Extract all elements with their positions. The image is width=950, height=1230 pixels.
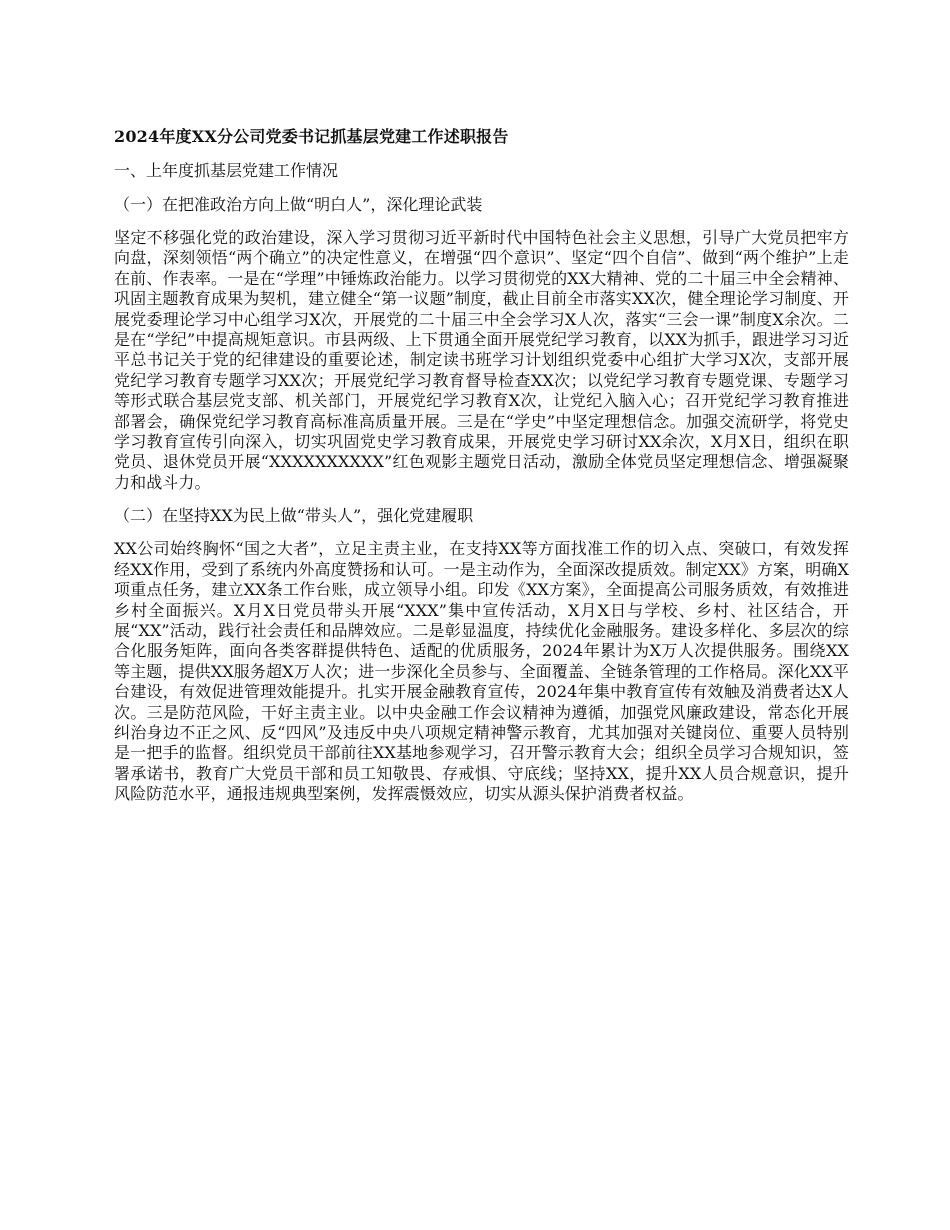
subsection-heading-2: （二）在坚持XX为民上做“带头人”，强化党建履职 [114, 506, 474, 526]
paragraph-1: 坚定不移强化党的政治建设，深入学习贯彻习近平新时代中国特色社会主义思想，引导广大党员把牢方向盘，深刻领悟“两个确立”的决定性意义，在增强“四个意识”、坚定“四个自信”、做到“两个维护”上走在前、作表率。一是在“学理”中锤炼政治能力。以学习贯彻党的XX大精神、党的二十届三中全会精神、巩固主题教育成果为契机，建立健全“第一议题”制度，截止目前全市落实XX次，健全理论学习制度、开展党委理论学习中心组学习X次，开展党的二十届三中全会学习X人次，落实“三会一课”制度X余次。二是在“学纪”中提高规矩意识。市县两级、上下贯通全面开展党纪学习教育，以XX为抓手，跟进学习习近平总书记关于党的纪律建设的重要论述，制定读书班学习计划组织党委中心组扩大学习X次，支部开展党纪学习教育专题学习XX次；开展党纪学习教育督导检查XX次；以党纪学习教育专题党课、专题学习等形式联合基层党支部、机关部门，开展党纪学习教育X次，让党纪入脑入心；召开党纪学习教育推进部署会，确保党纪学习教育高标准高质量开展。三是在“学史”中坚定理想信念。加强交流研学，将党史学习教育宣传引向深入，切实巩固党史学习教育成果，开展党史学习研讨XX余次，X月X日，组织在职党员、退休党员开展“XXXXXXXXXX”红色观影主题党日活动，激励全体党员坚定理想信念、增强凝聚力和战斗力。 [114, 228, 849, 492]
document-page [114, 126, 849, 817]
subsection-heading-1: （一）在把准政治方向上做“明白人”，深化理论武装 [114, 195, 483, 214]
section-heading-1: 一、上年度抓基层党建工作情况 [114, 161, 339, 180]
paragraph-2: XX公司始终胸怀“国之大者”，立足主责主业，在支持XX等方面找准工作的切入点、突破口，有效发挥经XX作用，受到了系统内外高度赞扬和认可。一是主动作为，全面深改提质效。制定XX》方案，明确X项重点任务，建立XX条工作台账，成立领导小组。印发《XX方案》，全面提高公司服务质效，有效推进乡村全面振兴。X月X日党员带头开展“XXX”集中宣传活动，X月X日与学校、乡村、社区结合，开展“XX”活动，践行社会责任和品牌效应。二是彰显温度，持续优化金融服务。建设多样化、多层次的综合化服务矩阵，面向各类客群提供特色、适配的优质服务，2024年累计为X万人次提供服务。围绕XX等主题，提供XX服务超X万人次；进一步深化全员参与、全面覆盖、全链条管理的工作格局。深化XX平台建设，有效促进管理效能提升。扎实开展金融教育宣传，2024年集中教育宣传有效触及消费者达X人次。三是防范风险，干好主责主业。以中央金融工作会议精神为遵循，加强党风廉政建设，常态化开展纠治身边不正之风、反“四风”及违反中央八项规定精神警示教育，尤其加强对关键岗位、重要人员特别是一把手的监督。组织党员干部前往XX基地参观学习，召开警示教育大会；组织全员学习合规知识，签署承诺书，教育广大党员干部和员工知敬畏、存戒惧、守底线；坚持XX，提升XX人员合规意识，提升风险防范水平，通报违规典型案例，发挥震慑效应，切实从源头保护消费者权益。 [114, 539, 849, 804]
document-title: 2024年度XX分公司党委书记抓基层党建工作述职报告 [114, 127, 509, 146]
